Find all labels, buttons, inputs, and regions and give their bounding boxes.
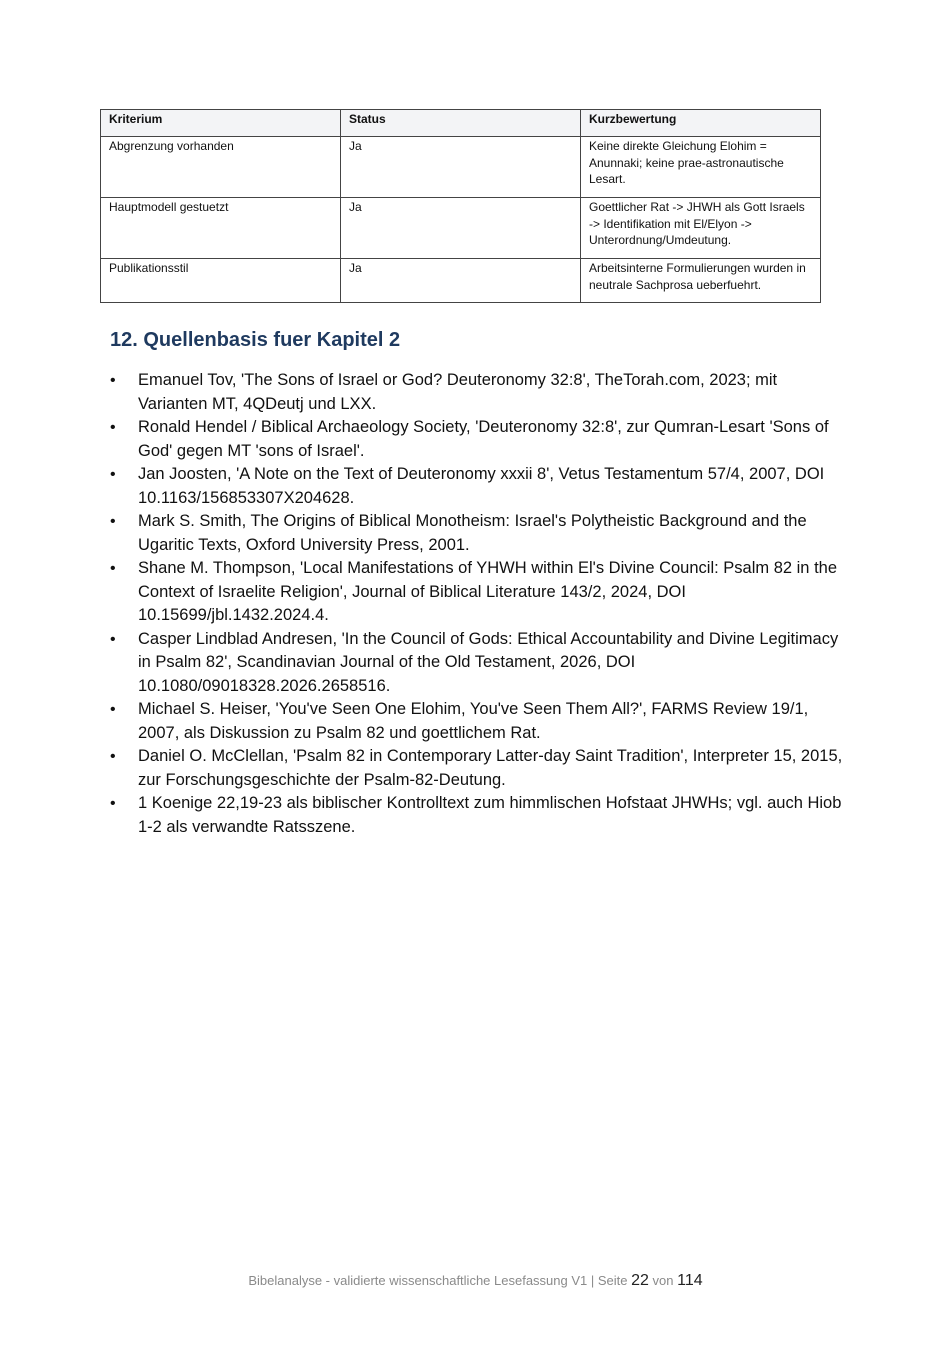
list-item <box>110 628 845 699</box>
table-row <box>101 259 821 303</box>
bullet-icon: • <box>110 560 116 577</box>
bullet-icon: • <box>110 466 116 483</box>
table-row <box>101 198 821 259</box>
table-cell: Arbeitsinterne Formulierungen wurden in neutrale Sachprosa ueberfuehrt. <box>581 259 821 303</box>
bullet-icon: • <box>110 701 116 718</box>
table-cell: Keine direkte Gleichung Elohim = Anunnaki; keine prae-astronautische Lesart. <box>581 137 821 198</box>
list-item <box>110 510 845 557</box>
source-entry: Emanuel Tov, 'The Sons of Israel or God? Deuteronomy 32:8', TheTorah.com, 2023; mit Varianten MT, 4QDeutj und LXX. <box>138 371 778 413</box>
table-cell: Publikationsstil <box>101 259 341 303</box>
column-header-kriterium: Kriterium <box>101 110 341 137</box>
source-entry: Shane M. Thompson, 'Local Manifestations of YHWH within El's Divine Council: Psalm 82 in the Context of Israelite Religion', Journal of Biblical Literature 143/2, 2024, DOI 10.15699/jbl.1432.2024.4. <box>138 559 838 624</box>
list-item <box>110 369 845 416</box>
footer-of-label: von <box>652 1273 674 1288</box>
list-item <box>110 463 845 510</box>
source-entry: Michael S. Heiser, 'You've Seen One Elohim, You've Seen Them All?', FARMS Review 19/1, 2007, als Diskussion zu Psalm 82 und goettlichem Rat. <box>138 700 809 742</box>
source-list <box>110 369 845 839</box>
bullet-icon: • <box>110 513 116 530</box>
source-entry: Mark S. Smith, The Origins of Biblical Monotheism: Israel's Polytheistic Background and the Ugaritic Texts, Oxford University Press, 2001. <box>138 512 807 554</box>
criteria-table <box>100 109 821 303</box>
page-number: 22 <box>631 1272 649 1289</box>
source-entry: Jan Joosten, 'A Note on the Text of Deuteronomy xxxii 8', Vetus Testamentum 57/4, 2007, DOI 10.1163/156853307X204628. <box>138 465 825 507</box>
table-cell: Ja <box>341 198 581 259</box>
table-cell: Goettlicher Rat -> JHWH als Gott Israels -> Identifikation mit El/Elyon -> Unterordnung/Umdeutung. <box>581 198 821 259</box>
table-cell: Ja <box>341 137 581 198</box>
source-entry: Daniel O. McClellan, 'Psalm 82 in Contemporary Latter-day Saint Tradition', Interpreter 15, 2015, zur Forschungsgeschichte der Psalm-82-Deutung. <box>138 747 843 789</box>
table-cell: Hauptmodell gestuetzt <box>101 198 341 259</box>
list-item <box>110 792 845 839</box>
source-entry: 1 Koenige 22,19-23 als biblischer Kontrolltext zum himmlischen Hofstaat JHWHs; vgl. auch Hiob 1-2 als verwandte Ratsszene. <box>138 794 842 836</box>
list-item <box>110 745 845 792</box>
footer-text: Bibelanalyse - validierte wissenschaftliche Lesefassung V1 | Seite <box>248 1273 628 1288</box>
table-cell: Abgrenzung vorhanden <box>101 137 341 198</box>
list-item <box>110 557 845 628</box>
bullet-icon: • <box>110 419 116 436</box>
section-heading: 12. Quellenbasis fuer Kapitel 2 <box>110 329 401 351</box>
list-item <box>110 698 845 745</box>
column-header-kurzbewertung: Kurzbewertung <box>581 110 821 137</box>
bullet-icon: • <box>110 795 116 812</box>
source-entry: Ronald Hendel / Biblical Archaeology Society, 'Deuteronomy 32:8', zur Qumran-Lesart 'Sons of God' gegen MT 'sons of Israel'. <box>138 418 829 460</box>
table-header-row <box>101 110 821 137</box>
table-row <box>101 137 821 198</box>
page-footer <box>0 1272 951 1290</box>
column-header-status: Status <box>341 110 581 137</box>
source-entry: Casper Lindblad Andresen, 'In the Council of Gods: Ethical Accountability and Divine Legitimacy in Psalm 82', Scandinavian Journal of the Old Testament, 2026, DOI 10.1080/09018328.2026.2658516. <box>138 629 839 695</box>
list-item <box>110 416 845 463</box>
bullet-icon: • <box>110 748 116 765</box>
bullet-icon: • <box>110 630 116 648</box>
page-total: 114 <box>677 1272 703 1289</box>
table-cell: Ja <box>341 259 581 303</box>
bullet-icon: • <box>110 372 116 389</box>
